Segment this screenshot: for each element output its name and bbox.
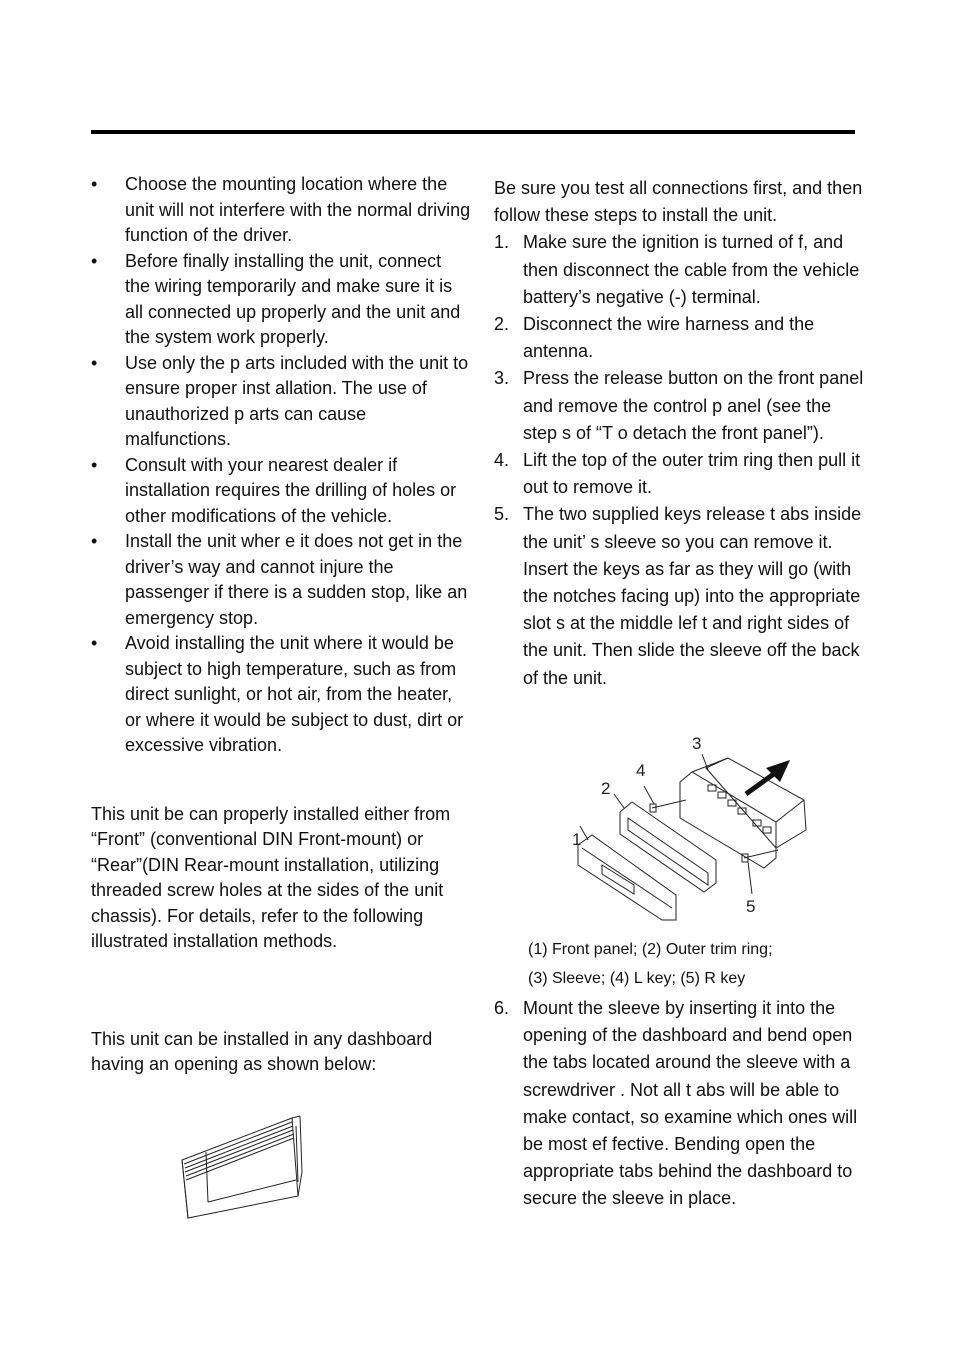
unit-removal-figure [568,730,818,922]
list-item: 5. The two supplied keys release t abs inside the unit’ s sleeve so you can remove it. Insert the keys as far as they will go (with the notches facing up) into the appropriate slot s at the middle lef t and right sides of the unit. Then slide the sleeve off the back of the unit. [494,504,862,688]
list-item: • Before finally installing the unit, connect the wiring temporarily and make sure it is all connected up properly and the unit and the system work properly. [91,250,461,347]
list-item: • Avoid installing the unit where it would be subject to high temperature, such as from direct sunlight, or hot air, from the heater, or where it would be subject to dust, dirt or excessive vibration. [91,633,464,755]
list-item: 1. Make sure the ignition is turned of f, and then disconnect the cable from the vehicle battery’s negative (-) terminal. [494,232,860,307]
install-methods-paragraph: This unit be can properly installed either from “Front” (conventional DIN Front-mount) or “Rear”(DIN Rear-mount installation, utilizing threaded screw holes at the sides of the unit chassis). For details, refer to the following illustrated installation methods. [91,803,451,951]
bullet-icon: • [91,352,98,373]
dashboard-paragraph: This unit can be installed in any dashboard having an opening as shown below: [91,1028,433,1074]
steps-list [494,229,869,691]
right-column [494,175,869,692]
bullet-icon: • [91,531,98,551]
list-item: • Choose the mounting location where the unit will not interfere with the normal driving function of the driver. [91,174,471,245]
list-item: • Install the unit wher e it does not get in the driver’s way and cannot injure the passenger if there is a sudden stop, like an emergency stop. [91,531,468,628]
figure-caption-line2: (3) Sleeve; (4) L key; (5) R key [528,970,746,987]
dashboard-opening-figure [180,1112,305,1222]
label-2: 2 [601,779,611,798]
list-item: • Consult with your nearest dealer if installation requires the drilling of holes or other modifications of the vehicle. [91,454,457,526]
label-5: 5 [746,897,756,916]
header-rule [91,130,855,134]
intro-paragraph: Be sure you test all connections first, and then follow these steps to install the unit. [494,178,863,226]
cautions-list [91,172,471,759]
bullet-icon: • [91,454,98,475]
label-1: 1 [572,830,582,849]
list-item: 3. Press the release button on the front panel and remove the control p anel (see the step s of “T o detach the front panel”). [494,368,864,443]
bullet-icon: • [91,250,98,271]
list-item: 4. Lift the top of the outer trim ring then pull it out to remove it. [494,450,861,498]
label-3: 3 [692,734,702,753]
list-item: • Use only the p arts included with the unit to ensure proper inst allation. The use of unauthorized p arts can cause malfunctions. [91,352,469,449]
list-item: 2. Disconnect the wire harness and the antenna. [494,314,815,362]
label-4: 4 [636,761,646,780]
left-column [91,172,471,1078]
bullet-icon: • [91,174,98,194]
list-item: 6. Mount the sleeve by inserting it into the opening of the dashboard and bend open the tabs located around the sleeve with a screwdriver . Not all t abs will be able to make contact, so examine which ones will be most ef fective. Bending open the appropriate tabs behind the dashboard to secure the sleeve in place. [494,998,858,1209]
step-6 [494,995,869,1213]
bullet-icon: • [91,633,98,653]
figure-caption-line1: (1) Front panel; (2) Outer trim ring; [528,941,773,958]
